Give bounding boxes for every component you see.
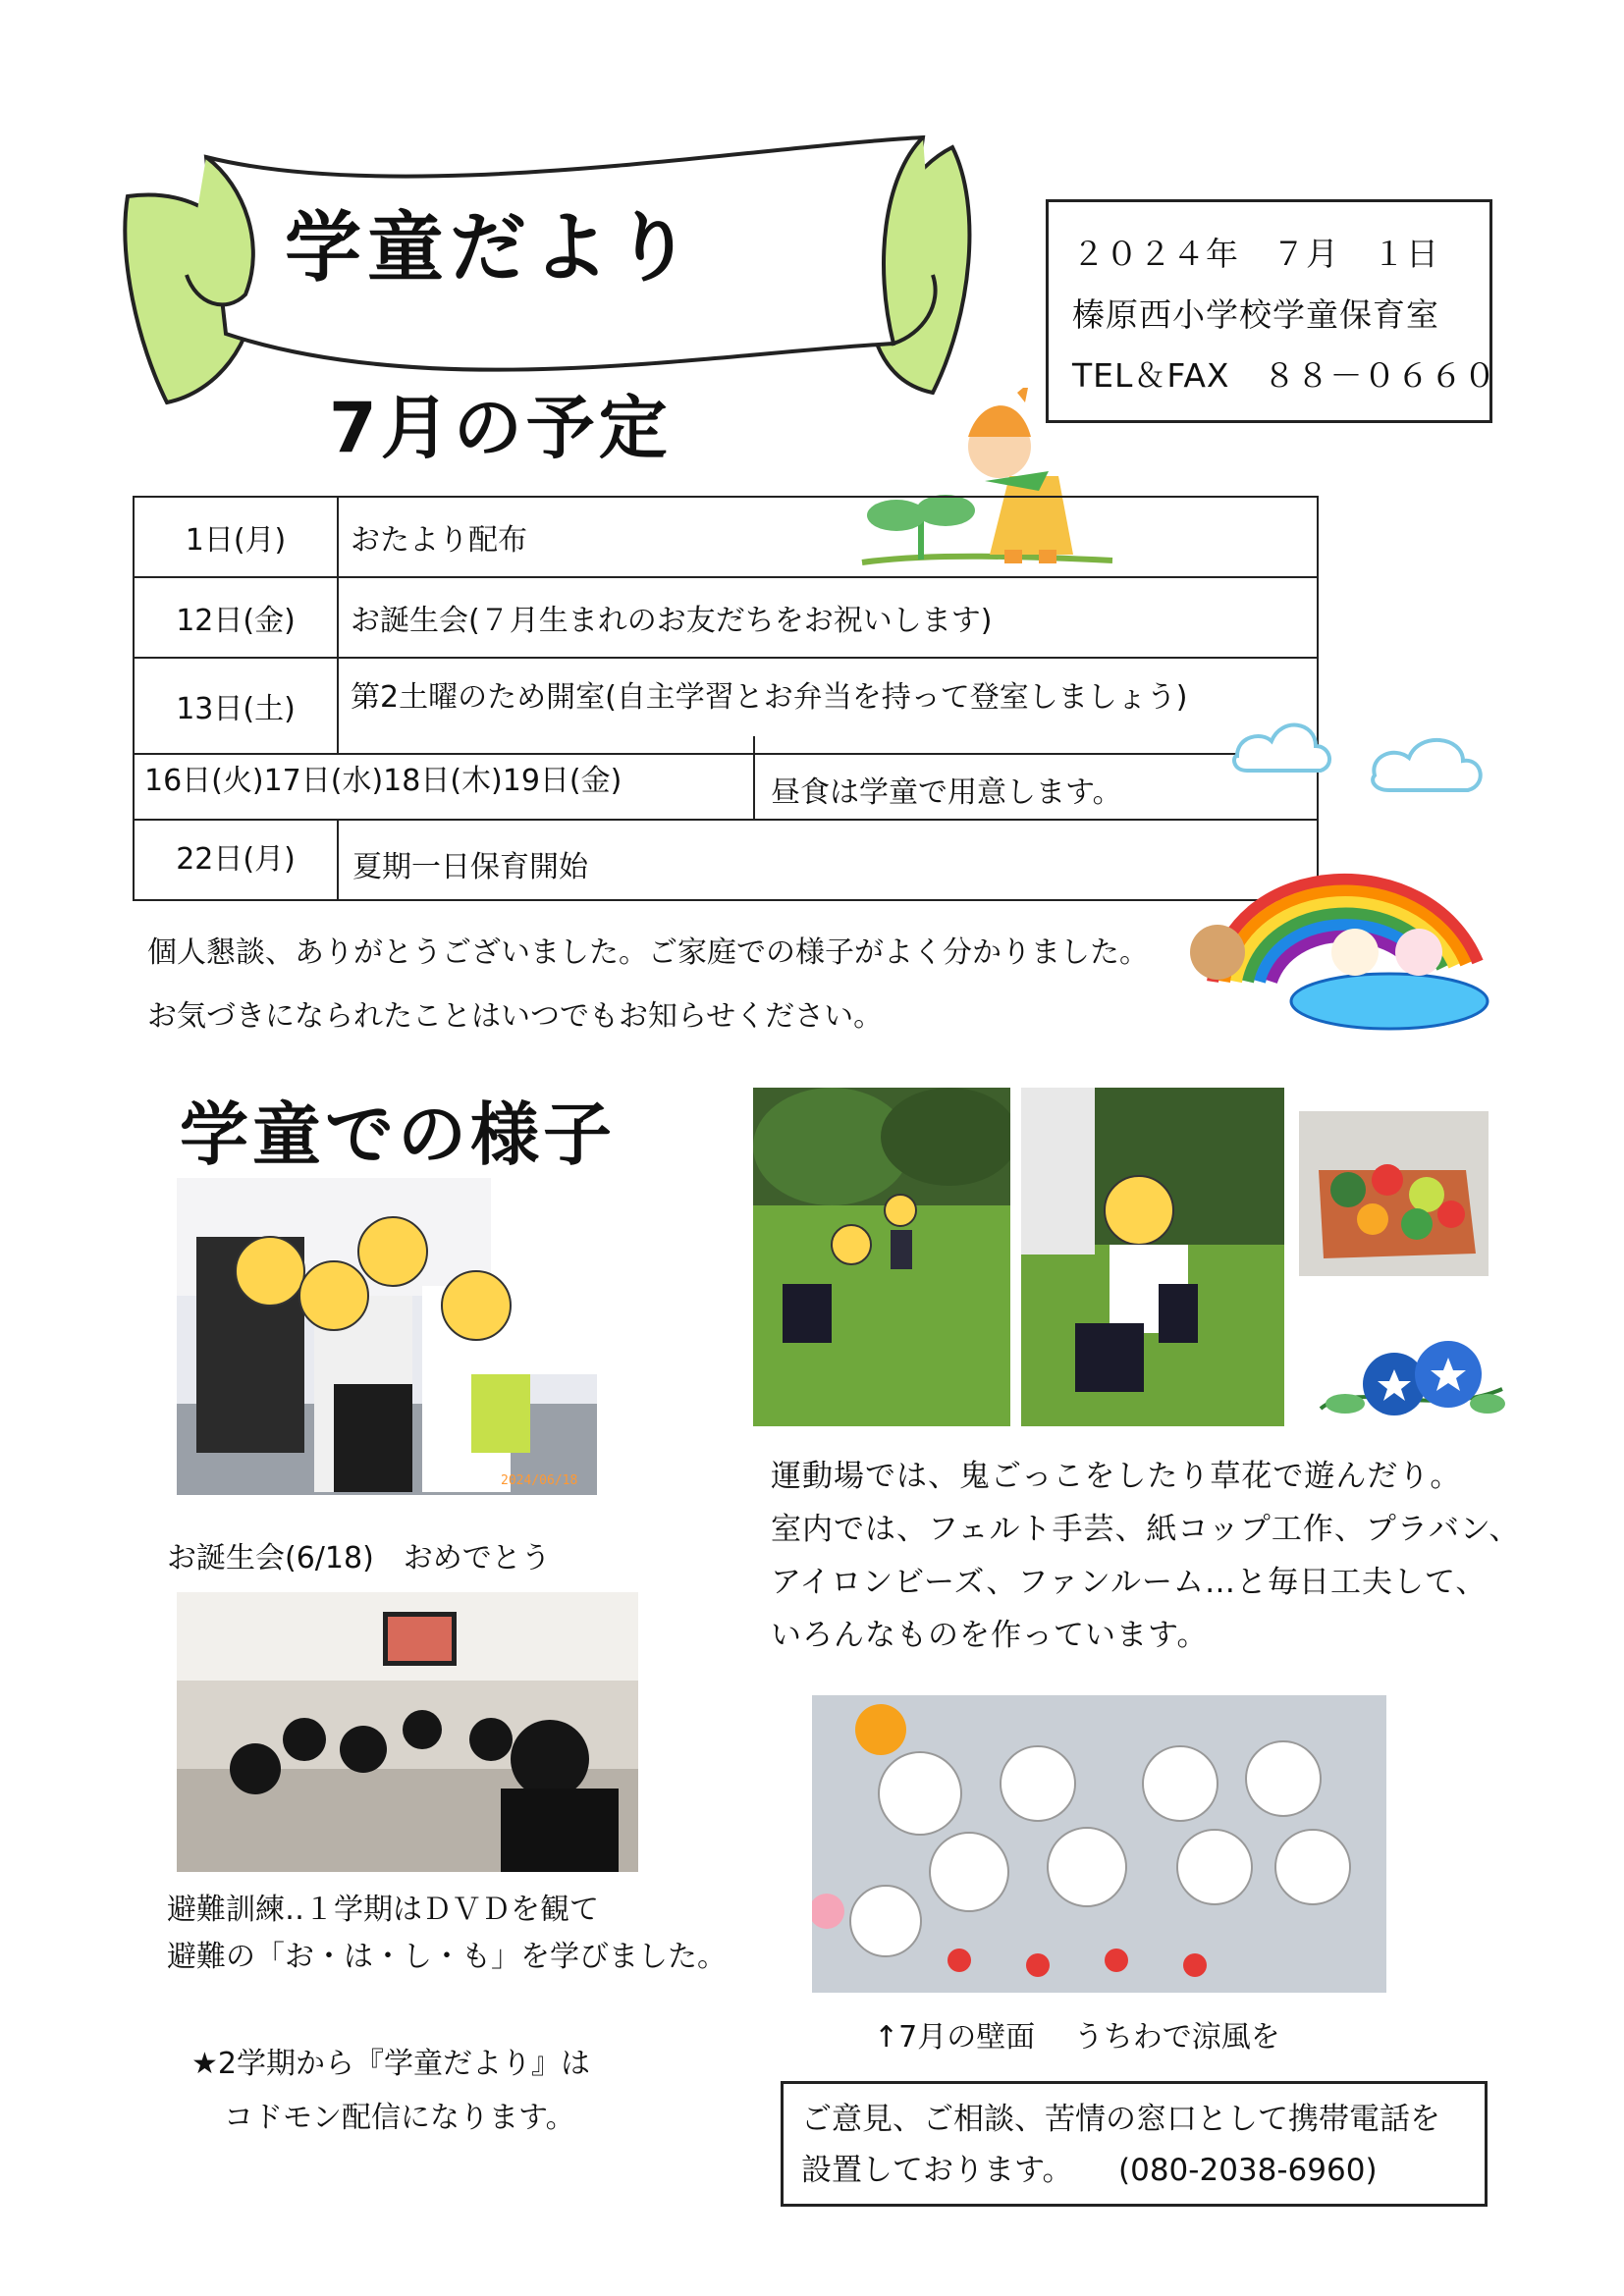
activities-line-1: 運動場では、鬼ごっこをしたり草花で遊んだり。	[771, 1459, 1462, 1494]
table-row	[134, 497, 1318, 577]
section-title: 学童での様子	[180, 1095, 616, 1175]
schedule-date: 22日(月)	[135, 821, 339, 899]
evacuation-drill-photo	[177, 1592, 638, 1872]
schedule-event: お誕生会(７月生まれのお友だちをお祝いします)	[338, 577, 1318, 658]
banner-title: 学童だより	[285, 204, 698, 293]
organization-name: 榛原西小学校学童保育室	[1072, 295, 1439, 334]
wall-caption: ↑7月の壁面 うちわで涼風を	[874, 2020, 1280, 2055]
contact-line-1: ご意見、ご相談、苦情の窓口として携帯電話を	[801, 2102, 1440, 2137]
schedule-row-lunch	[133, 736, 1319, 821]
birthday-photo	[177, 1178, 597, 1495]
issue-date: ２０２４年 ７月 １日	[1072, 235, 1439, 273]
announcement-line-1: ★2学期から『学童だより』は	[191, 2047, 590, 2081]
schedule-date: 12日(金)	[134, 577, 338, 658]
playground-photo-1	[753, 1088, 1010, 1426]
schedule-event: おたより配布	[338, 497, 1318, 577]
activities-line-2: 室内では、フェルト手芸、紙コップ工作、プラバン、	[771, 1512, 1521, 1547]
activities-line-3: アイロンビーズ、ファンルーム…と毎日工夫して、	[771, 1565, 1488, 1600]
table-row	[134, 577, 1318, 658]
schedule-title: 7月の予定	[329, 388, 672, 468]
schedule-table	[133, 496, 1319, 755]
birthday-caption: お誕生会(6/18) おめでとう	[167, 1541, 551, 1575]
schedule-event: 昼食は学童で用意します。	[771, 775, 1122, 810]
schedule-date: 16日(火)17日(水)18日(木)19日(金)	[144, 764, 623, 798]
notice-line-2: お気づきになられたことはいつでもお知らせください。	[147, 999, 884, 1034]
wall-display-photo	[812, 1695, 1386, 1993]
tel-fax: TEL＆FAX ８８－０６６０	[1072, 356, 1497, 395]
contact-line-2: 設置しております。 (080-2038-6960)	[801, 2153, 1378, 2188]
schedule-date: 13日(土)	[134, 658, 338, 754]
announcement-line-2: コドモン配信になります。	[224, 2101, 575, 2135]
cloud-illustration	[1227, 707, 1532, 805]
felt-craft-photo	[1299, 1111, 1489, 1276]
column-divider	[753, 736, 755, 819]
contact-box	[781, 2081, 1488, 2207]
rainbow-pool-illustration	[1173, 834, 1497, 1031]
activities-line-4: いろんなものを作っています。	[771, 1618, 1209, 1653]
schedule-event: 第2土曜のため開室(自主学習とお弁当を持って登室しましょう)	[338, 658, 1318, 754]
drill-caption-line-1: 避難訓練‥１学期はＤＶＤを観て	[167, 1893, 600, 1927]
morning-glory-illustration	[1316, 1320, 1507, 1428]
schedule-event: 夏期一日保育開始	[352, 850, 588, 884]
photo-date-stamp: 2024/06/18	[501, 1473, 578, 1488]
drill-caption-line-2: 避難の「お・は・し・も」を学びました。	[167, 1940, 727, 1974]
playground-photo-2	[1021, 1088, 1284, 1426]
schedule-row-summer	[133, 821, 1319, 901]
notice-line-1: 個人懇談、ありがとうございました。ご家庭での様子がよく分かりました。	[147, 935, 1149, 970]
schedule-date: 1日(月)	[134, 497, 338, 577]
